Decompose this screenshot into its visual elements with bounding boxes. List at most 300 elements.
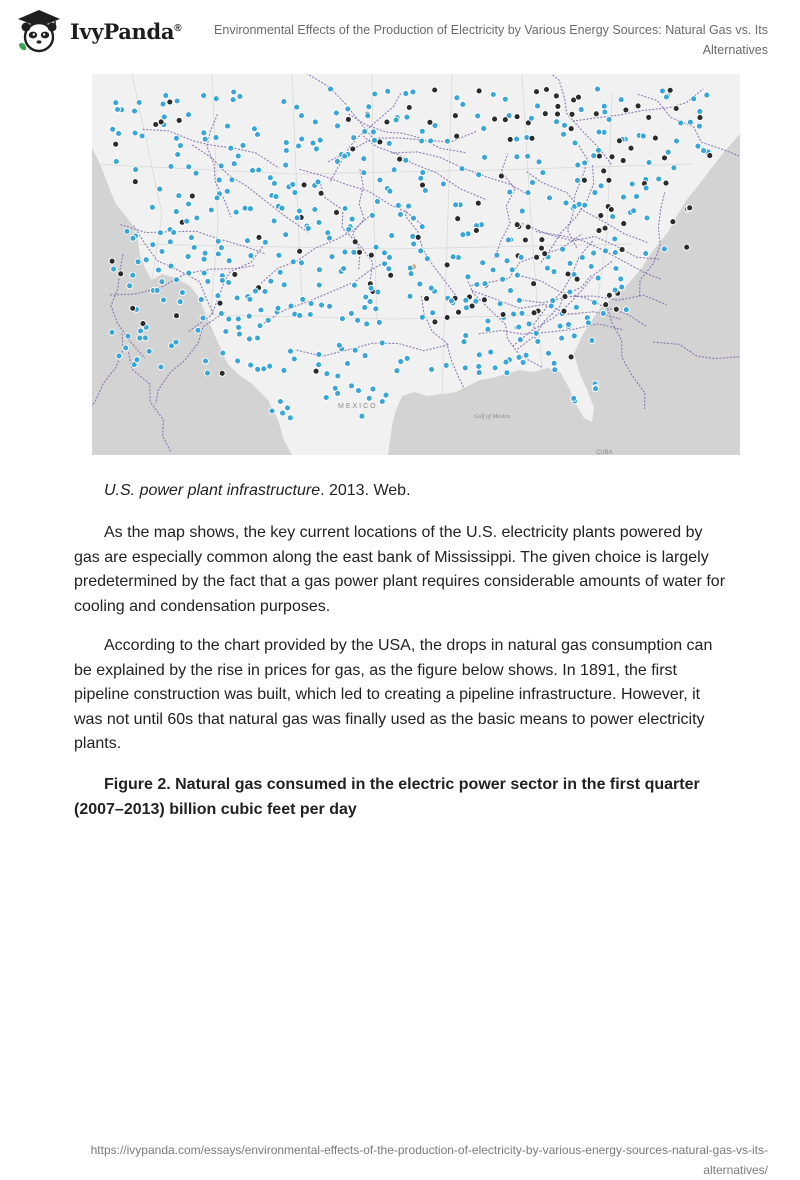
gas-plant-marker [536,159,542,165]
coal-plant-marker [444,315,450,321]
gas-plant-marker [500,276,506,282]
gas-plant-marker [110,126,116,132]
gas-plant-marker [193,170,199,176]
gas-plant-marker [511,311,517,317]
gas-plant-marker [236,331,242,337]
coal-plant-marker [189,193,195,199]
gas-plant-marker [386,140,392,146]
gas-plant-marker [176,193,182,199]
gas-plant-marker [659,88,665,94]
gas-plant-marker [367,299,373,305]
gas-plant-marker [159,249,165,255]
coal-plant-marker [598,213,604,219]
coal-plant-marker [219,370,225,376]
gas-plant-marker [374,199,380,205]
gas-plant-marker [404,355,410,361]
gas-plant-marker [665,149,671,155]
gas-plant-marker [215,293,221,299]
coal-plant-marker [118,271,124,277]
gas-plant-marker [481,126,487,132]
gas-plant-marker [571,333,577,339]
gas-plant-marker [476,363,482,369]
coal-plant-marker [561,308,567,314]
coal-plant-marker [613,306,619,312]
gas-plant-marker [168,164,174,170]
gas-plant-marker [281,99,287,105]
gas-plant-marker [366,104,372,110]
gas-plant-marker [271,180,277,186]
gas-plant-marker [557,323,563,329]
gas-plant-marker [177,299,183,305]
gas-plant-marker [526,321,532,327]
coal-plant-marker [456,309,462,315]
gas-plant-marker [292,190,298,196]
gas-plant-marker [125,333,131,339]
gas-plant-marker [520,360,526,366]
gas-plant-marker [294,104,300,110]
gas-plant-marker [361,156,367,162]
coal-plant-marker [697,115,703,121]
gas-plant-marker [606,117,612,123]
gas-plant-marker [362,305,368,311]
gas-plant-marker [124,228,130,234]
gas-plant-marker [591,250,597,256]
gas-plant-marker [505,237,511,243]
gas-plant-marker [316,282,322,288]
coal-plant-marker [673,106,679,112]
gas-plant-marker [704,92,710,98]
gas-plant-marker [602,109,608,115]
gas-plant-marker [173,135,179,141]
coal-plant-marker [553,93,559,99]
coal-plant-marker [424,296,430,302]
gas-plant-marker [432,123,438,129]
gas-plant-marker [375,289,381,295]
gas-plant-marker [326,235,332,241]
gas-plant-marker [573,304,579,310]
gas-plant-marker [406,203,412,209]
coal-plant-marker [555,103,561,109]
gas-plant-marker [364,321,370,327]
coal-plant-marker [534,254,540,260]
gas-plant-marker [265,317,271,323]
gas-plant-marker [361,170,367,176]
gas-plant-marker [551,269,557,275]
gas-plant-marker [310,140,316,146]
gas-plant-marker [519,208,525,214]
coal-plant-marker [568,354,574,360]
gas-plant-marker [132,108,138,114]
coal-plant-marker [132,179,138,185]
coal-plant-marker [388,272,394,278]
gas-plant-marker [228,145,234,151]
gas-plant-marker [514,272,520,278]
coal-plant-marker [652,135,658,141]
gas-plant-marker [695,143,701,149]
coal-plant-marker [432,319,438,325]
gas-plant-marker [234,295,240,301]
gas-plant-marker [428,285,434,291]
gas-plant-marker [352,347,358,353]
gas-plant-marker [195,327,201,333]
coal-plant-marker [476,88,482,94]
gas-plant-marker [137,335,143,341]
gas-plant-marker [362,129,368,135]
gas-plant-marker [574,177,580,183]
gas-plant-marker [566,321,572,327]
gas-plant-marker [514,154,520,160]
gas-plant-marker [283,148,289,154]
gas-plant-marker [275,305,281,311]
gas-plant-marker [525,190,531,196]
gas-plant-marker [422,188,428,194]
gas-plant-marker [157,186,163,192]
gas-plant-marker [271,218,277,224]
coal-plant-marker [539,237,545,243]
gas-plant-marker [130,272,136,278]
gas-plant-marker [453,202,459,208]
gas-plant-marker [600,310,606,316]
gas-plant-marker [214,195,220,201]
coal-plant-marker [444,262,450,268]
coal-plant-marker [531,310,537,316]
gas-plant-marker [701,148,707,154]
gas-plant-marker [205,370,211,376]
gas-plant-marker [623,307,629,313]
gas-plant-marker [463,297,469,303]
coal-plant-marker [232,271,238,277]
coal-plant-marker [452,113,458,119]
gas-plant-marker [156,267,162,273]
gas-plant-marker [256,167,262,173]
map-label-mexico: MEXICO [338,403,378,410]
gas-plant-marker [205,278,211,284]
gas-plant-marker [116,131,122,137]
gas-plant-marker [595,275,601,281]
gas-plant-marker [370,129,376,135]
coal-plant-marker [628,145,634,151]
coal-plant-marker [522,237,528,243]
gas-plant-marker [245,238,251,244]
gas-plant-marker [567,260,573,266]
coal-plant-marker [352,239,358,245]
coal-plant-marker [593,111,599,117]
gas-plant-marker [372,91,378,97]
gas-plant-marker [248,253,254,259]
gas-plant-marker [578,107,584,113]
gas-plant-marker [262,239,268,245]
gas-plant-marker [461,339,467,345]
gas-plant-marker [116,353,122,359]
gas-plant-marker [218,163,224,169]
gas-plant-marker [191,245,197,251]
gas-plant-marker [387,254,393,260]
gas-plant-marker [540,170,546,176]
gas-plant-marker [345,106,351,112]
gas-plant-marker [251,126,257,132]
gas-plant-marker [283,162,289,168]
gas-plant-marker [333,110,339,116]
gas-plant-marker [262,289,268,295]
gas-plant-marker [365,113,371,119]
gas-plant-marker [571,395,577,401]
gas-plant-marker [579,255,585,261]
coal-plant-marker [662,155,668,161]
coal-plant-marker [454,133,460,139]
coal-plant-marker [569,111,575,117]
gas-plant-marker [696,123,702,129]
gas-plant-marker [184,218,190,224]
gas-plant-marker [643,185,649,191]
gas-plant-marker [508,288,514,294]
gas-plant-marker [419,224,425,230]
gas-plant-marker [161,114,167,120]
gas-plant-marker [288,303,294,309]
gas-plant-marker [194,215,200,221]
gas-plant-marker [362,353,368,359]
page-footer-url[interactable]: https://ivypanda.com/essays/environmental-effects-of-the-production-of-electricity-by-various-energy-sources-natural-gas-vs-its-alternatives/ [90,1143,768,1177]
gas-plant-marker [480,260,486,266]
coal-plant-marker [406,105,412,111]
coal-plant-marker [469,303,475,309]
gas-plant-marker [283,140,289,146]
gas-plant-marker [382,250,388,256]
gas-plant-marker [202,136,208,142]
gas-plant-marker [460,101,466,107]
gas-plant-marker [550,298,556,304]
gas-plant-marker [563,200,569,206]
gas-plant-marker [226,280,232,286]
gas-plant-marker [246,336,252,342]
coal-plant-marker [113,141,119,147]
gas-plant-marker [559,335,565,341]
gas-plant-marker [173,209,179,215]
gas-plant-marker [643,251,649,257]
gas-plant-marker [158,364,164,370]
gas-plant-marker [533,330,539,336]
gas-plant-marker [404,114,410,120]
coal-plant-marker [534,89,540,95]
coal-plant-marker [109,258,115,264]
gas-plant-marker [283,232,289,238]
gas-plant-marker [554,119,560,125]
gas-plant-marker [560,246,566,252]
gas-plant-marker [307,312,313,318]
gas-plant-marker [591,153,597,159]
gas-plant-marker [585,320,591,326]
gas-plant-marker [342,153,348,159]
gas-plant-marker [459,166,465,172]
gas-plant-marker [411,241,417,247]
gas-plant-marker [198,297,204,303]
coal-plant-marker [606,292,612,298]
gas-plant-marker [377,177,383,183]
gas-plant-marker [133,167,139,173]
gas-plant-marker [342,249,348,255]
gas-plant-marker [661,246,667,252]
gas-plant-marker [257,323,263,329]
gas-plant-marker [248,362,254,368]
gas-plant-marker [335,390,341,396]
gas-plant-marker [186,201,192,207]
coal-plant-marker [176,117,182,123]
coal-plant-marker [670,219,676,225]
gas-plant-marker [383,392,389,398]
gas-plant-marker [201,93,207,99]
gas-plant-marker [149,204,155,210]
coal-plant-marker [455,216,461,222]
gas-plant-marker [546,350,552,356]
gas-plant-marker [671,165,677,171]
coal-plant-marker [568,126,574,132]
gas-plant-marker [215,238,221,244]
gas-plant-marker [213,96,219,102]
gas-plant-marker [450,254,456,260]
coal-plant-marker [140,321,146,327]
gas-plant-marker [154,287,160,293]
coal-plant-marker [498,173,504,179]
gas-plant-marker [640,133,646,139]
gas-plant-marker [258,307,264,313]
gas-plant-marker [462,365,468,371]
coal-plant-marker [602,225,608,231]
gas-plant-marker [269,408,275,414]
gas-plant-marker [174,277,180,283]
gas-plant-marker [335,373,341,379]
gas-plant-marker [517,337,523,343]
gas-plant-marker [175,152,181,158]
gas-plant-marker [287,415,293,421]
gas-plant-marker [368,285,374,291]
gas-plant-marker [281,282,287,288]
gas-plant-marker [613,266,619,272]
gas-plant-marker [369,212,375,218]
ivypanda-logo[interactable] [14,8,181,54]
gas-plant-marker [463,333,469,339]
gas-plant-marker [319,302,325,308]
gas-plant-marker [219,278,225,284]
gas-plant-marker [519,310,525,316]
coal-plant-marker [174,313,180,319]
gas-plant-marker [316,267,322,273]
gas-plant-marker [476,172,482,178]
gas-plant-marker [460,232,466,238]
gas-plant-marker [231,161,237,167]
gas-plant-marker [430,310,436,316]
gas-plant-marker [157,230,163,236]
gas-plant-marker [474,282,480,288]
gas-plant-marker [297,313,303,319]
gas-plant-marker [127,283,133,289]
caption-source: U.S. power plant infrastructure [104,482,321,499]
gas-plant-marker [518,254,524,260]
gas-plant-marker [247,296,253,302]
gas-plant-marker [218,245,224,251]
gas-plant-marker [213,135,219,141]
coal-plant-marker [619,247,625,253]
gas-plant-marker [454,95,460,101]
gas-plant-marker [215,251,221,257]
gas-plant-marker [397,211,403,217]
coal-plant-marker [432,87,438,93]
coal-plant-marker [623,107,629,113]
gas-plant-marker [410,89,416,95]
gas-plant-marker [572,140,578,146]
coal-plant-marker [555,111,561,117]
coal-plant-marker [687,205,693,211]
gas-plant-marker [173,339,179,345]
gas-plant-marker [300,296,306,302]
gas-plant-marker [403,91,409,97]
gas-plant-marker [419,128,425,134]
gas-plant-marker [218,311,224,317]
gas-plant-marker [163,93,169,99]
gas-plant-marker [317,137,323,143]
gas-plant-marker [595,86,601,92]
gas-plant-marker [277,399,283,405]
gas-plant-marker [288,348,294,354]
gas-plant-marker [593,386,599,392]
gas-plant-marker [618,97,624,103]
gas-plant-marker [235,153,241,159]
gas-plant-marker [113,159,119,165]
coal-plant-marker [500,312,506,318]
gas-plant-marker [418,175,424,181]
coal-plant-marker [606,177,612,183]
gas-plant-marker [216,177,222,183]
gas-plant-marker [356,388,362,394]
coal-plant-marker [492,116,498,122]
gas-plant-marker [687,119,693,125]
gas-plant-marker [186,164,192,170]
gas-plant-marker [296,208,302,214]
power-plant-map [92,74,740,455]
gas-plant-marker [315,179,321,185]
gas-plant-marker [394,368,400,374]
paragraph: According to the chart provided by the USA, the drops in natural gas consumption can be explained by the rise in prices for gas, as the figure below shows. In 1891, the first pipeline construction was built, which led to creating a pipeline infrastructure. However, it was not until 60s that natural gas was finally used as the basic means to power electricity plants. [74,637,713,752]
gas-plant-marker [231,89,237,95]
document-title: Environmental Effects of the Production of Electricity by Various Energy Sources: Natural Gas vs. Its Alternatives [214,23,768,57]
gas-plant-marker [419,314,425,320]
coal-plant-marker [475,200,481,206]
gas-plant-marker [547,195,553,201]
gas-plant-marker [200,315,206,321]
gas-plant-marker [226,258,232,264]
gas-plant-marker [371,137,377,143]
gas-plant-marker [177,143,183,149]
gas-plant-marker [507,189,513,195]
gas-plant-marker [634,194,640,200]
gas-plant-marker [516,354,522,360]
gas-plant-marker [250,168,256,174]
gas-plant-marker [359,413,365,419]
gas-plant-marker [240,142,246,148]
gas-plant-marker [327,303,333,309]
gas-plant-marker [482,154,488,160]
gas-plant-marker [697,108,703,114]
gas-plant-marker [592,190,598,196]
gas-plant-marker [407,265,413,271]
gas-plant-marker [443,362,449,368]
coal-plant-marker [663,180,669,186]
gas-plant-marker [514,136,520,142]
coal-plant-marker [301,182,307,188]
gas-plant-marker [523,352,529,358]
gas-plant-marker [351,282,357,288]
gas-plant-marker [136,100,142,106]
gas-plant-marker [316,352,322,358]
gas-plant-marker [290,259,296,265]
